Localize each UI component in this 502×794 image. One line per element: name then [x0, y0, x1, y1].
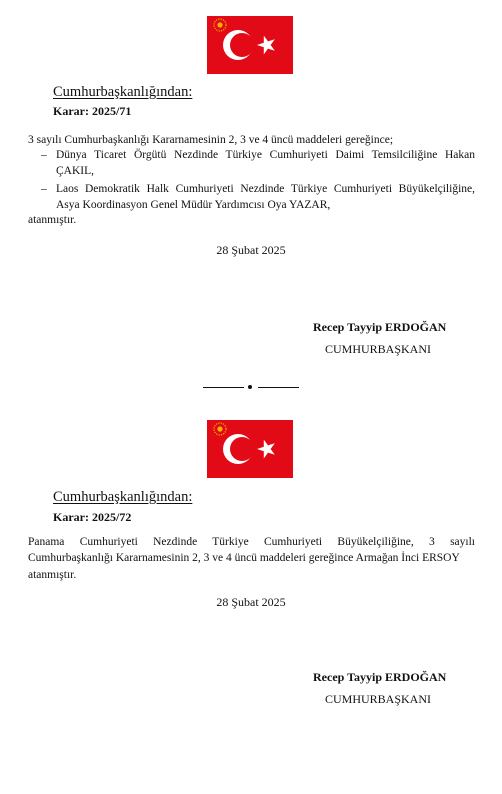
- list-item-line: Laos Demokratik Halk Cumhuriyeti Nezdinde Türkiye Cumhuriyeti Büyükelçiliğine,: [56, 182, 475, 195]
- decision-body: [28, 535, 475, 582]
- decision-date: 28 Şubat 2025: [216, 243, 286, 257]
- list-bullet: –: [41, 149, 47, 161]
- list-item: [41, 148, 475, 179]
- signatory-name: Recep Tayyip ERDOĞAN: [313, 670, 447, 684]
- list-item-line: Asya Koordinasyon Genel Müdür Yardımcısı Oya YAZAR,: [56, 199, 331, 212]
- signatory-title: CUMHURBAŞKANI: [325, 692, 432, 706]
- body-line: Cumhurbaşkanlığı Kararnamesinin 2, 3 ve 4 üncü maddeleri gereğince Armağan İnci ERSOY: [28, 552, 460, 565]
- star-crescent-icon: [207, 420, 293, 478]
- star-crescent-icon: [207, 16, 293, 74]
- decision-number: Karar: 2025/72: [53, 510, 132, 524]
- list-bullet: –: [41, 182, 47, 195]
- closing-text: atanmıştır.: [28, 214, 77, 226]
- decree-intro: 3 sayılı Cumhurbaşkanlığı Kararnamesinin 2, 3 ve 4 üncü maddeleri gereğince;: [28, 134, 394, 146]
- list-item-line: Dünya Ticaret Örgütü Nezdinde Türkiye Cumhuriyeti Daimi Temsilciliğine Hakan: [56, 149, 475, 161]
- turkish-flag-emblem: [207, 16, 293, 74]
- presidential-seal-icon: [214, 423, 226, 435]
- closing-text: atanmıştır.: [28, 568, 77, 581]
- body-line: Panama Cumhuriyeti Nezdinde Türkiye Cumhuriyeti Büyükelçiliğine, 3 sayılı: [28, 536, 475, 548]
- turkish-flag-emblem: [207, 420, 293, 478]
- presidential-seal-icon: [214, 19, 226, 31]
- separator-line: [258, 387, 299, 388]
- separator-line: [203, 387, 244, 388]
- issuer-heading: Cumhurbaşkanlığından:: [53, 84, 193, 100]
- signatory-title: CUMHURBAŞKANI: [325, 342, 432, 356]
- list-item: [41, 182, 475, 213]
- issuer-heading: Cumhurbaşkanlığından:: [53, 489, 193, 505]
- list-item-line: ÇAKIL,: [56, 165, 95, 178]
- decision-number: Karar: 2025/71: [53, 104, 132, 118]
- appointment-list: [41, 148, 475, 213]
- signatory-name: Recep Tayyip ERDOĞAN: [313, 320, 447, 334]
- decision-date: 28 Şubat 2025: [216, 595, 286, 609]
- separator-dot: [248, 385, 252, 389]
